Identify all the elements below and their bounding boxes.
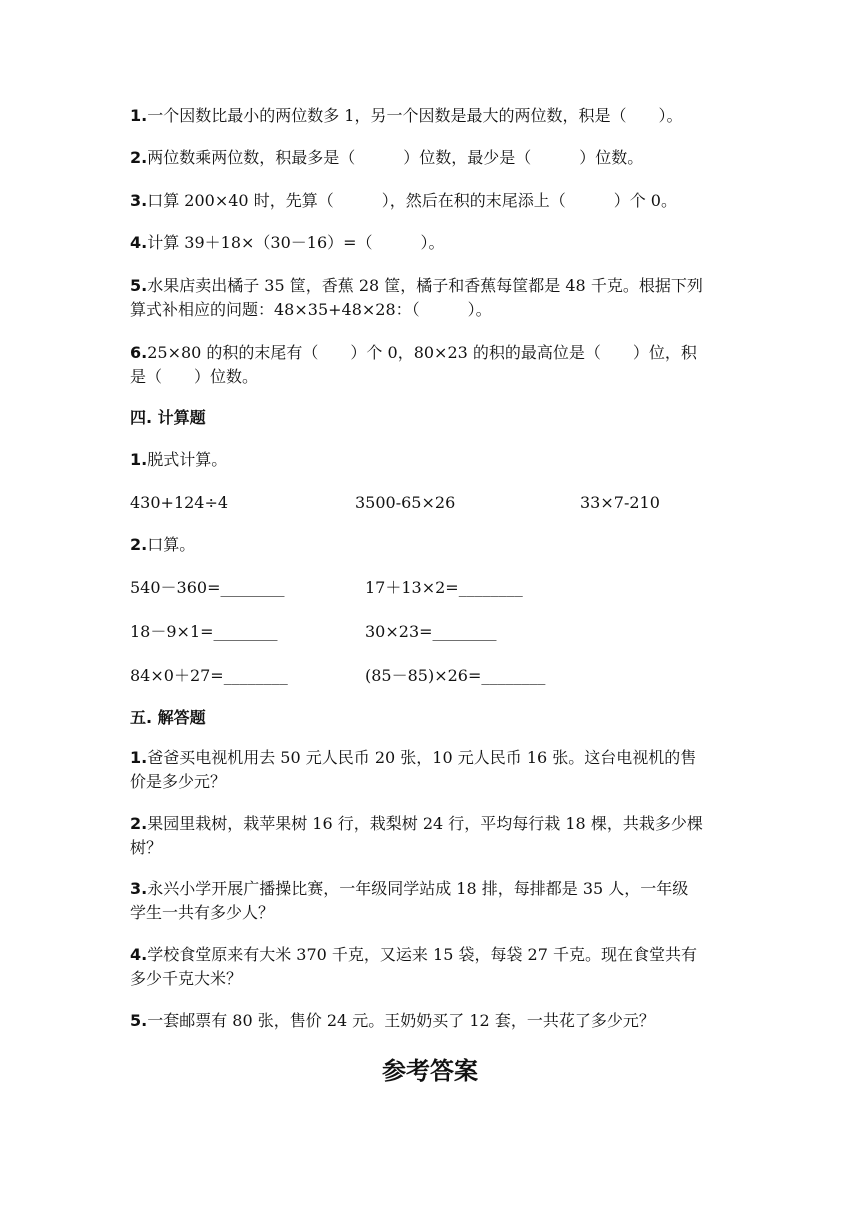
question-text: 计算 39＋18×（30－16）=（ ）。 — [147, 233, 445, 252]
question-number: 4. — [130, 233, 148, 252]
question-number: 1. — [130, 748, 148, 767]
solve-question-1-continued — [130, 770, 226, 794]
section-heading-word-problems: 五. 解答题 — [130, 708, 206, 727]
question-text: 学校食堂原来有大米 370 千克，又运来 15 袋，每袋 27 千克。现在食堂共有 — [147, 945, 697, 964]
oral-calc-item: 17＋13×2=________ — [365, 578, 523, 597]
oral-calc-item: 30×23=________ — [365, 622, 497, 641]
solve-question-2 — [130, 812, 703, 836]
fill-question-3 — [130, 189, 677, 213]
fill-question-5 — [130, 274, 703, 298]
question-text: 脱式计算。 — [147, 450, 228, 469]
calc-question-1 — [130, 448, 227, 472]
question-text: 水果店卖出橘子 35 筐，香蕉 28 筐，橘子和香蕉每筐都是 48 千克。根据下列 — [147, 276, 703, 295]
expression-3: 33×7-210 — [580, 493, 660, 512]
question-text: 多少千克大米？ — [130, 969, 243, 988]
question-text: 永兴小学开展广播操比赛，一年级同学站成 18 排，每排都是 35 人，一年级 — [147, 879, 689, 898]
question-text: 价是多少元？ — [130, 772, 227, 791]
question-text: 爸爸买电视机用去 50 元人民币 20 张，10 元人民币 16 张。这台电视机的售 — [147, 748, 697, 767]
fill-question-2 — [130, 146, 643, 170]
fill-question-6-continued — [130, 365, 258, 389]
question-text: 一套邮票有 80 张，售价 24 元。王奶奶买了 12 套，一共花了多少元？ — [147, 1011, 655, 1030]
question-number: 1. — [130, 450, 148, 469]
question-number: 2. — [130, 814, 148, 833]
question-number: 1. — [130, 106, 148, 125]
question-text: 一个因数比最小的两位数多 1，另一个因数是最大的两位数，积是（ ）。 — [147, 106, 683, 125]
oral-calc-item: (85－85)×26=________ — [365, 666, 546, 685]
question-number: 5. — [130, 276, 148, 295]
question-number: 5. — [130, 1011, 148, 1030]
question-text: 学生一共有多少人？ — [130, 903, 275, 922]
question-text: 果园里栽树，栽苹果树 16 行，栽梨树 24 行，平均每行栽 18 棵，共栽多少棵 — [147, 814, 703, 833]
calc-question-2 — [130, 533, 195, 557]
solve-question-1 — [130, 746, 696, 770]
question-number: 2. — [130, 535, 148, 554]
question-text: 口算 200×40 时，先算（ ），然后在积的末尾添上（ ）个 0。 — [147, 191, 677, 210]
question-number: 3. — [130, 879, 148, 898]
fill-question-4 — [130, 231, 445, 255]
oral-calc-item: 18－9×1=________ — [130, 622, 278, 641]
solve-question-5 — [130, 1009, 655, 1033]
fill-question-6 — [130, 341, 697, 365]
solve-question-3 — [130, 877, 688, 901]
question-text: 算式补相应的问题：48×35+48×28：（ ）。 — [130, 300, 492, 319]
section-heading-calculation: 四. 计算题 — [130, 408, 206, 427]
question-text: 是（ ）位数。 — [130, 367, 259, 386]
fill-question-1 — [130, 104, 683, 128]
fill-question-5-continued — [130, 298, 492, 322]
question-text: 25×80 的积的末尾有（ ）个 0，80×23 的积的最高位是（ ）位，积 — [147, 343, 697, 362]
solve-question-2-continued — [130, 836, 162, 860]
expression-1: 430+124÷4 — [130, 493, 229, 512]
solve-question-3-continued — [130, 901, 274, 925]
question-number: 4. — [130, 945, 148, 964]
question-text: 两位数乘两位数，积最多是（ ）位数，最少是（ ）位数。 — [147, 148, 644, 167]
oral-calc-item: 84×0＋27=________ — [130, 666, 288, 685]
oral-calc-item: 540－360=________ — [130, 578, 285, 597]
question-text: 口算。 — [147, 535, 196, 554]
answer-key-title: 参考答案 — [382, 1057, 478, 1085]
solve-question-4-continued — [130, 967, 242, 991]
question-number: 2. — [130, 148, 148, 167]
solve-question-4 — [130, 943, 697, 967]
expression-2: 3500-65×26 — [355, 493, 456, 512]
question-text: 树？ — [130, 838, 163, 857]
question-number: 3. — [130, 191, 148, 210]
question-number: 6. — [130, 343, 148, 362]
